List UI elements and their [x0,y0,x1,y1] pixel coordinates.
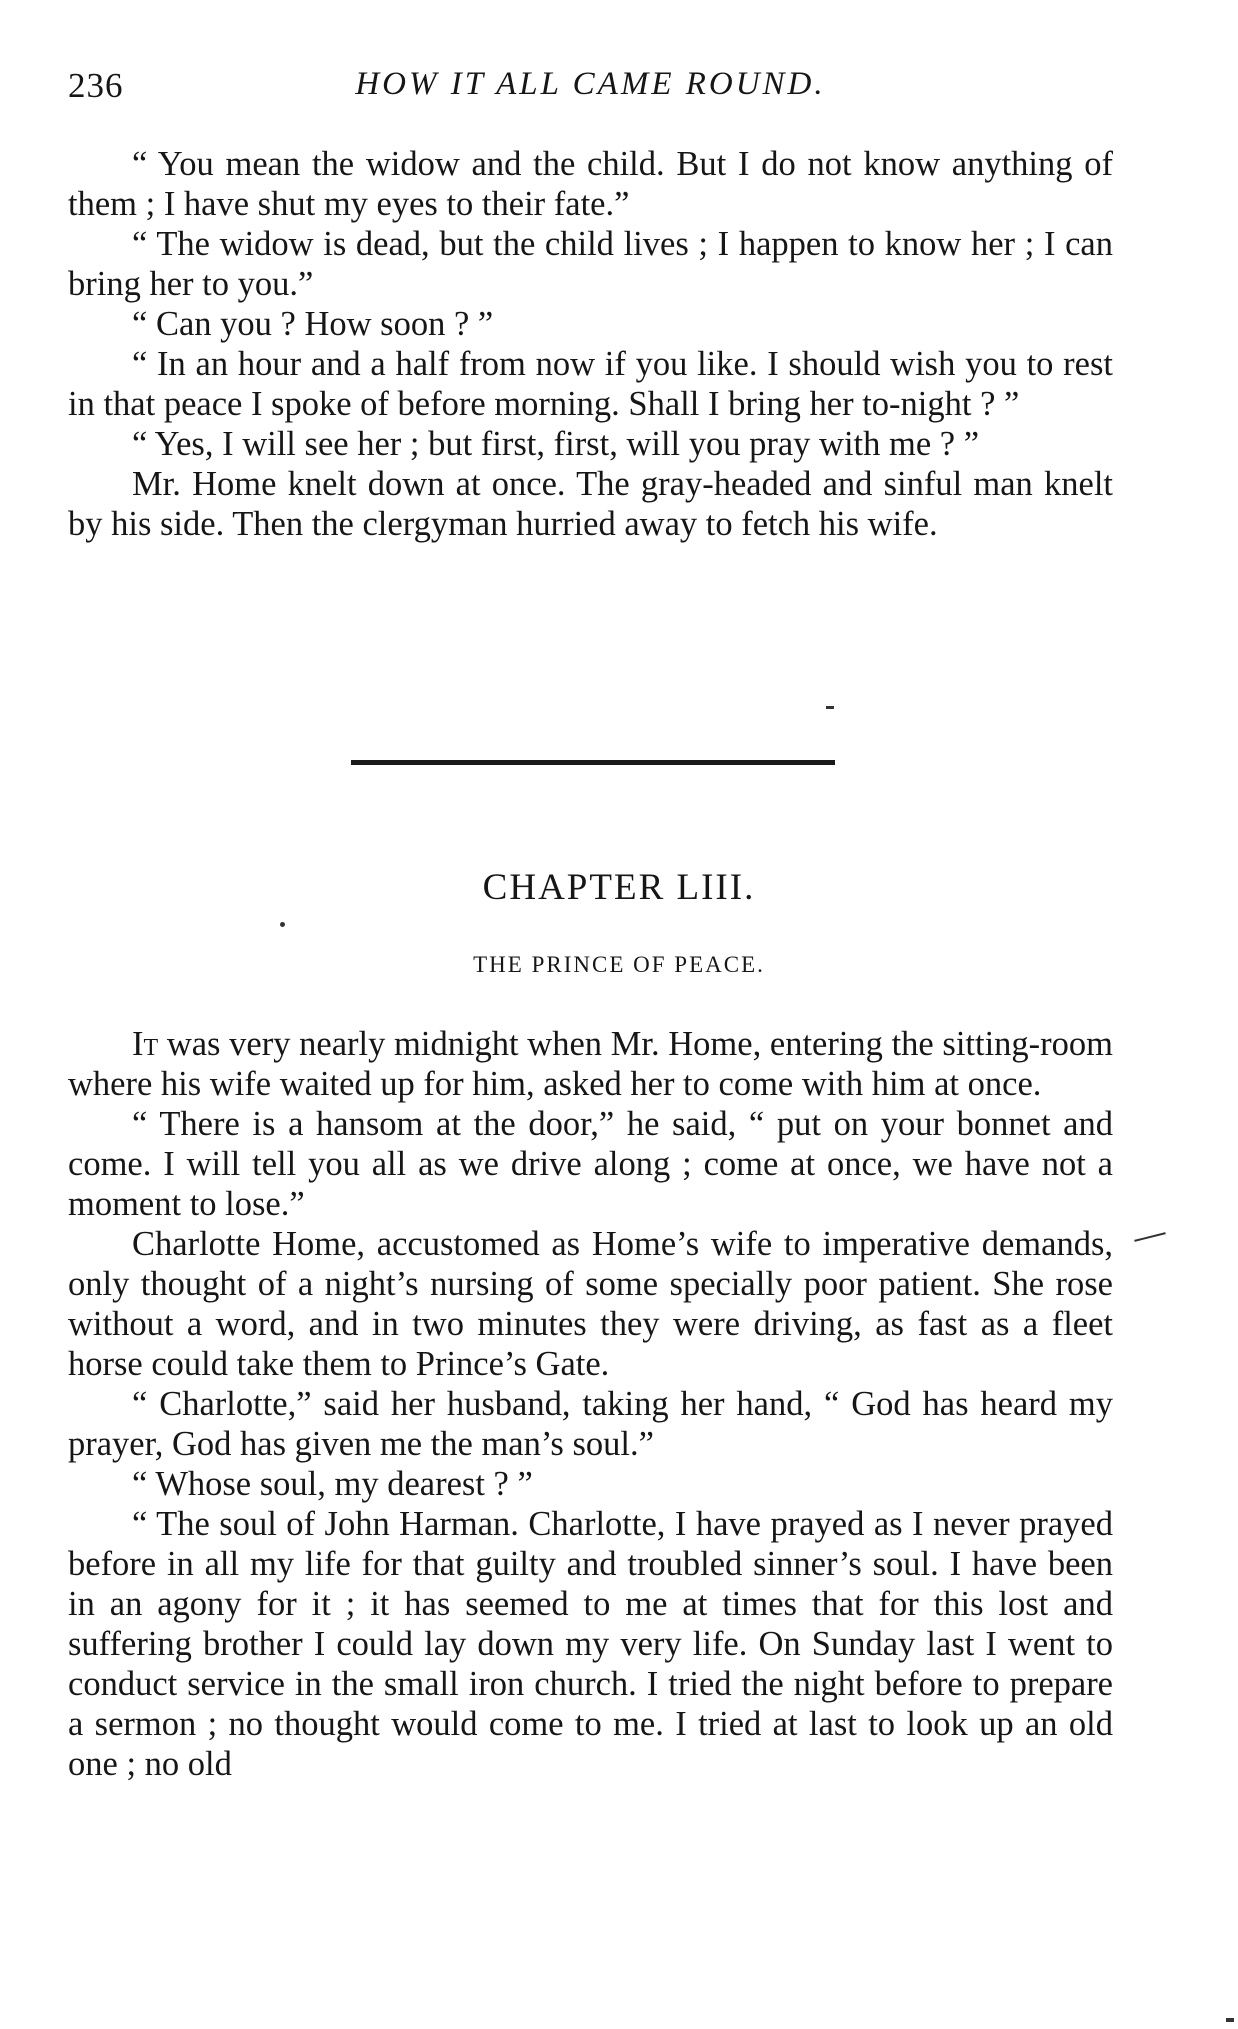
paragraph: Mr. Home knelt down at once. The gray-headed and sinful man knelt by his side. Then the clergyman hurried away to fetch his wife. [68,465,1113,543]
page-number: 236 [68,66,124,105]
chapter-title: CHAPTER LIII. [482,867,756,908]
paragraph: “ The soul of John Harman. Charlotte, I have prayed as I never prayed before in all my life for that guilty and troubled sinner’s soul. I have been in an agony for it ; it has seemed to me at times that for this lost and suffering brother I could lay down my very life. On Sunday last I went to conduct service in the small iron church. I tried the night before to prepare a sermon ; no thought would come to me. I tried at last to look up an old one ; no old [68,1505,1113,1783]
text-block-chapter-body [68,1024,1113,1784]
paragraph: “ Whose soul, my dearest ? ” [132,1465,533,1503]
opening-paragraph-text: was very nearly midnight when Mr. Home, entering the sitting-room where his wife waited up for him, asked her to come with him at once. [68,1025,1113,1103]
paragraph: “ There is a hansom at the door,” he said, “ put on your bonnet and come. I will tell you all as we drive along ; come at once, we have not a moment to lose.” [68,1105,1113,1223]
print-speck [280,922,285,927]
opening-paragraph [68,1024,1113,1104]
paragraph: “ In an hour and a half from now if you like. I should wish you to rest in that peace I spoke of before morning. Shall I bring her to-night ? ” [68,345,1113,423]
opening-word: It [132,1025,159,1063]
print-speck [1134,1232,1166,1242]
paragraph: “ You mean the widow and the child. But I do not know anything of them ; I have shut my eyes to their fate.” [68,145,1113,223]
chapter-subtitle: THE PRINCE OF PEACE. [473,952,765,977]
paragraph: “ The widow is dead, but the child lives ; I happen to know her ; I can bring her to you.” [68,225,1113,303]
print-speck [826,706,834,709]
paragraph: “ Yes, I will see her ; but first, first, will you pray with me ? ” [132,425,980,463]
running-title: HOW IT ALL CAME ROUND. [355,66,826,102]
paragraph: “ Can you ? How soon ? ” [132,305,494,343]
print-speck [1226,2018,1234,2022]
paragraph: “ Charlotte,” said her husband, taking her hand, “ God has heard my prayer, God has given me the man’s soul.” [68,1385,1113,1463]
paragraph: Charlotte Home, accustomed as Home’s wife to imperative demands, only thought of a night’s nursing of some specially poor patient. She rose without a word, and in two minutes they were driving, as fast as a fleet horse could take them to Prince’s Gate. [68,1225,1113,1383]
text-block-previous-chapter [68,144,1113,544]
running-header [68,62,1113,112]
chapter-divider-rule [351,760,835,765]
